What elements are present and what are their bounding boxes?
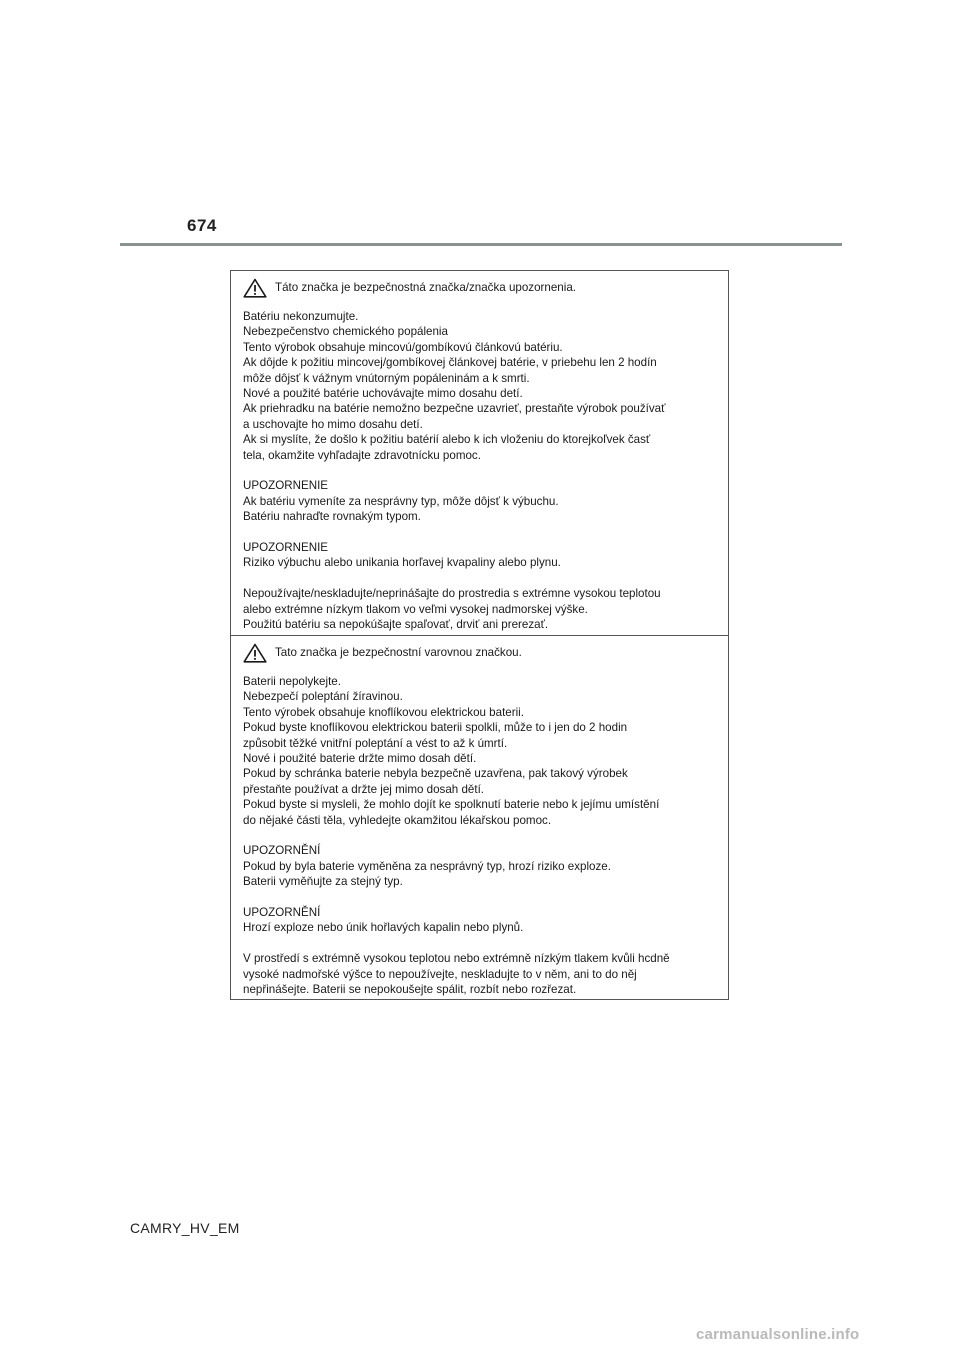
notice-heading: Tato značka je bezpečnostní varovnou značkou. — [275, 646, 522, 660]
notice-line: do nějaké části těla, vyhledejte okamžitou lékařskou pomoc. — [243, 813, 552, 827]
notice-line: Riziko výbuchu alebo unikania horľavej kvapaliny alebo plynu. — [243, 556, 561, 570]
notice-line: Batériu nahraďte rovnakým typom. — [243, 510, 421, 524]
notice-line: Tento výrobok obsahuje mincovú/gombíkovú článkovú batériu. — [243, 340, 563, 354]
notice-line: UPOZORNENIE — [243, 541, 329, 555]
notice-paragraph — [243, 951, 716, 997]
notice-line: V prostředí s extrémně vysokou teplotou nebo extrémně nízkým tlakem kvůli hcdně — [243, 952, 670, 966]
notice-line: Nepoužívajte/neskladujte/neprinášajte do prostredia s extrémne vysokou teplotou — [243, 587, 661, 601]
notice-panel-czech — [231, 635, 728, 1001]
notice-heading: Táto značka je bezpečnostná značka/značka upozornenia. — [275, 281, 576, 295]
notice-line: vysoké nadmořské výšce to nepoužívejte, neskladujte to v něm, ani to do něj — [243, 967, 637, 981]
footer-model-code: CAMRY_HV_EM — [130, 1220, 240, 1236]
notice-line: Nebezpečenstvo chemického popálenia — [243, 325, 448, 339]
notice-line: Baterii vyměňujte za stejný typ. — [243, 875, 403, 889]
notice-line: způsobit těžké vnitřní poleptání a vést to až k úmrtí. — [243, 736, 508, 750]
battery-warning-notice — [230, 270, 729, 1000]
notice-line: Nebezpečí poleptání žíravinou. — [243, 690, 403, 704]
notice-panel-slovak — [231, 271, 728, 635]
notice-line: Ak batériu vymeníte za nesprávny typ, môže dôjsť k výbuchu. — [243, 494, 559, 508]
warning-triangle-icon — [243, 643, 267, 663]
notice-line: alebo extrémne nízkym tlakom vo veľmi vysokej nadmorskej výške. — [243, 602, 588, 616]
notice-line: Pokud byste knoflíkovou elektrickou baterii spolkli, může to i jen do 2 hodin — [243, 721, 628, 735]
notice-line: UPOZORNĚNÍ — [243, 844, 321, 858]
watermark: carmanualsonline.info — [696, 1326, 860, 1343]
notice-heading-row — [243, 277, 716, 299]
notice-line: môže dôjsť k vážnym vnútorným popáleninám a k smrti. — [243, 371, 530, 385]
notice-line: nepřinášejte. Baterii se nepokoušejte spálit, rozbít nebo rozřezat. — [243, 983, 577, 997]
notice-line: Pokud by byla baterie vyměněna za nesprávný typ, hrozí riziko exploze. — [243, 859, 611, 873]
notice-line: Pokud by schránka baterie nebyla bezpečně uzavřena, pak takový výrobek — [243, 767, 628, 781]
notice-line: Nové a použité batérie uchovávajte mimo dosahu detí. — [243, 387, 523, 401]
notice-line: tela, okamžite vyhľadajte zdravotnícku pomoc. — [243, 448, 481, 462]
notice-line: Ak dôjde k požitiu mincovej/gombíkovej článkovej batérie, v priebehu len 2 hodín — [243, 356, 657, 370]
notice-paragraph — [243, 674, 716, 828]
notice-paragraph — [243, 843, 716, 889]
warning-triangle-icon — [243, 278, 267, 298]
notice-paragraph — [243, 309, 716, 463]
notice-line: Nové i použité baterie držte mimo dosah dětí. — [243, 752, 477, 766]
notice-line: přestaňte používat a držte jej mimo dosah dětí. — [243, 782, 485, 796]
notice-paragraph — [243, 905, 716, 936]
notice-line: Ak priehradku na batérie nemožno bezpečne uzavrieť, prestaňte výrobok používať — [243, 402, 666, 416]
notice-line: Baterii nepolykejte. — [243, 675, 341, 688]
notice-paragraph — [243, 478, 716, 524]
notice-paragraph — [243, 586, 716, 632]
notice-line: Pokud byste si mysleli, že mohlo dojít ke spolknutí baterie nebo k jejímu umístění — [243, 798, 660, 812]
notice-paragraph — [243, 540, 716, 571]
page-number: 674 — [187, 216, 217, 235]
notice-line: a uschovajte ho mimo dosahu detí. — [243, 417, 423, 431]
notice-line: Tento výrobek obsahuje knoflíkovou elektrickou baterii. — [243, 705, 524, 719]
notice-line: UPOZORNENIE — [243, 479, 329, 493]
notice-line: Použitú batériu sa nepokúšajte spaľovať, drviť ani prerezať. — [243, 618, 549, 632]
header-rule — [120, 243, 842, 246]
notice-heading-row — [243, 642, 716, 664]
notice-line: Hrozí exploze nebo únik hořlavých kapalin nebo plynů. — [243, 921, 524, 935]
notice-line: Batériu nekonzumujte. — [243, 310, 359, 323]
notice-line: Ak si myslíte, že došlo k požitiu batérií alebo k ich vloženiu do ktorejkoľvek časť — [243, 433, 651, 447]
notice-line: UPOZORNĚNÍ — [243, 906, 321, 920]
